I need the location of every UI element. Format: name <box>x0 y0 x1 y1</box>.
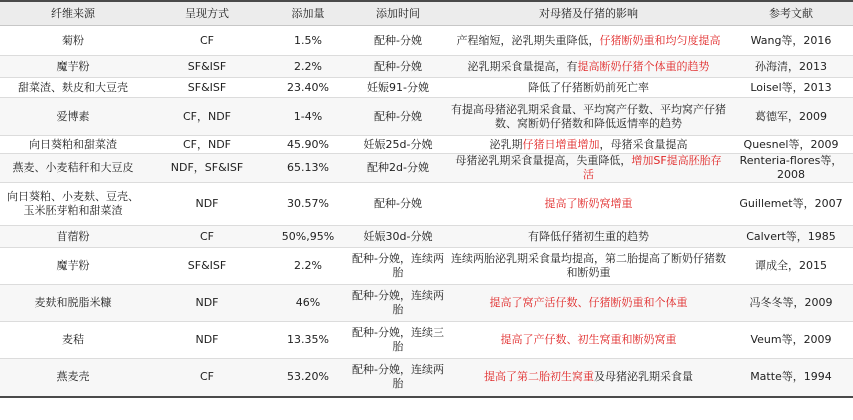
cell-amount: 46% <box>268 285 348 322</box>
header-fiber-source: 纤维来源 <box>0 1 146 26</box>
cell-effect <box>448 248 729 285</box>
effect-text: 产程缩短，泌乳期失重降低， <box>456 33 600 47</box>
table-row <box>0 26 853 56</box>
cell-amount: 2.2% <box>268 56 348 78</box>
header-reference: 参考文献 <box>729 1 853 26</box>
cell-effect <box>448 359 729 397</box>
cell-reference: Renteria-flores等，2008 <box>729 154 853 183</box>
cell-amount: 30.57% <box>268 183 348 226</box>
table-row <box>0 226 853 248</box>
effect-highlight-text: 提高了窝产活仔数、仔猪断奶重和个体重 <box>489 296 688 309</box>
cell-effect <box>448 56 729 78</box>
effect-text: 及母猪泌乳期采食量 <box>594 370 693 384</box>
header-effect: 对母猪及仔猪的影响 <box>448 1 729 26</box>
cell-fiber-source: 向日葵粕、小麦麸、豆壳、玉米胚芽粕和甜菜渣 <box>0 183 146 226</box>
cell-form: SF&ISF <box>146 56 268 78</box>
cell-time: 配种-分娩，连续三胎 <box>348 322 448 359</box>
cell-reference: Calvert等，1985 <box>729 226 853 248</box>
cell-effect <box>448 226 729 248</box>
cell-reference: 葛德军，2009 <box>729 98 853 136</box>
effect-highlight-text: 仔猪日增重增加 <box>522 137 600 151</box>
cell-fiber-source: 甜菜渣、麸皮和大豆壳 <box>0 78 146 98</box>
cell-fiber-source: 燕麦、小麦秸秆和大豆皮 <box>0 154 146 183</box>
cell-fiber-source: 菊粉 <box>0 26 146 56</box>
cell-time: 配种-分娩 <box>348 26 448 56</box>
effect-highlight-text: 提高了产仔数、初生窝重和断奶窝重 <box>500 333 677 346</box>
cell-fiber-source: 苜蓿粉 <box>0 226 146 248</box>
cell-amount: 45.90% <box>268 136 348 154</box>
cell-fiber-source: 魔芋粉 <box>0 56 146 78</box>
table-body <box>0 26 853 397</box>
cell-reference: Matte等，1994 <box>729 359 853 397</box>
cell-amount: 65.13% <box>268 154 348 183</box>
cell-fiber-source: 麦秸 <box>0 322 146 359</box>
header-amount: 添加量 <box>268 1 348 26</box>
cell-amount: 13.35% <box>268 322 348 359</box>
header-form: 呈现方式 <box>146 1 268 26</box>
table-row <box>0 98 853 136</box>
cell-effect <box>448 322 729 359</box>
effect-text: 泌乳期 <box>489 137 523 151</box>
cell-form: CF，NDF <box>146 136 268 154</box>
effect-highlight-text: 增加SF提高胚胎存活 <box>583 154 722 181</box>
cell-reference: Wang等，2016 <box>729 26 853 56</box>
cell-effect <box>448 78 729 98</box>
cell-form: NDF <box>146 285 268 322</box>
table-row <box>0 285 853 322</box>
table-row <box>0 183 853 226</box>
cell-time: 配种2d-分娩 <box>348 154 448 183</box>
cell-reference: 孙海清，2013 <box>729 56 853 78</box>
effect-text: 母猪泌乳期采食量提高，失重降低， <box>455 154 632 167</box>
cell-effect <box>448 136 729 154</box>
cell-fiber-source: 麦麸和脱脂米糠 <box>0 285 146 322</box>
cell-effect <box>448 26 729 56</box>
effect-text: 有提高母猪泌乳期采食量、平均窝产仔数、平均窝产仔猪数、窝断奶仔猪数和降低返情率的趋势 <box>451 102 726 130</box>
cell-amount: 53.20% <box>268 359 348 397</box>
cell-form: NDF <box>146 183 268 226</box>
cell-time: 配种-分娩，连续两胎 <box>348 359 448 397</box>
effect-text: 有降低仔猪初生重的趋势 <box>528 229 649 243</box>
cell-form: NDF，SF&ISF <box>146 154 268 183</box>
cell-time: 妊娠30d-分娩 <box>348 226 448 248</box>
cell-amount: 2.2% <box>268 248 348 285</box>
cell-time: 配种-分娩 <box>348 98 448 136</box>
cell-time: 配种-分娩，连续两胎 <box>348 248 448 285</box>
table-row <box>0 359 853 397</box>
cell-fiber-source: 燕麦壳 <box>0 359 146 397</box>
cell-time: 配种-分娩 <box>348 56 448 78</box>
cell-form: NDF <box>146 322 268 359</box>
cell-form: SF&ISF <box>146 78 268 98</box>
effect-text: 泌乳期采食量提高，有 <box>467 59 578 73</box>
cell-fiber-source: 向日葵粕和甜菜渣 <box>0 136 146 154</box>
effect-text: ，母猪采食量提高 <box>599 137 688 151</box>
effect-highlight-text: 提高了第二胎初生窝重 <box>484 370 594 384</box>
effect-text: 连续两胎泌乳期采食量均提高，第二胎提高了断奶仔猪数和断奶重 <box>451 252 726 279</box>
cell-reference: Quesnel等，2009 <box>729 136 853 154</box>
table-row <box>0 56 853 78</box>
table-header-row <box>0 1 853 26</box>
cell-form: CF <box>146 359 268 397</box>
cell-reference: 冯冬冬等，2009 <box>729 285 853 322</box>
header-time: 添加时间 <box>348 1 448 26</box>
cell-effect <box>448 98 729 136</box>
cell-effect <box>448 285 729 322</box>
effect-highlight-text: 提高了断奶窝增重 <box>544 197 633 210</box>
cell-reference: 谭成全，2015 <box>729 248 853 285</box>
cell-form: CF <box>146 226 268 248</box>
cell-amount: 1.5% <box>268 26 348 56</box>
cell-time: 配种-分娩，连续两胎 <box>348 285 448 322</box>
cell-amount: 50%,95% <box>268 226 348 248</box>
cell-form: CF，NDF <box>146 98 268 136</box>
table-row <box>0 136 853 154</box>
cell-effect <box>448 183 729 226</box>
effect-highlight-text: 提高断奶仔猪个体重的趋势 <box>577 59 710 73</box>
effect-highlight-text: 仔猪断奶重和均匀度提高 <box>599 33 721 47</box>
cell-effect <box>448 154 729 183</box>
cell-reference: Guillemet等，2007 <box>729 183 853 226</box>
effect-text: 降低了仔猪断奶前死亡率 <box>528 80 649 94</box>
cell-time: 妊娠91-分娩 <box>348 78 448 98</box>
cell-amount: 1-4% <box>268 98 348 136</box>
cell-time: 妊娠25d-分娩 <box>348 136 448 154</box>
cell-reference: Loisel等，2013 <box>729 78 853 98</box>
table-row <box>0 154 853 183</box>
cell-time: 配种-分娩 <box>348 183 448 226</box>
cell-form: CF <box>146 26 268 56</box>
cell-form: SF&ISF <box>146 248 268 285</box>
cell-fiber-source: 魔芋粉 <box>0 248 146 285</box>
cell-fiber-source: 爱博素 <box>0 98 146 136</box>
cell-amount: 23.40% <box>268 78 348 98</box>
table-row <box>0 322 853 359</box>
table-row <box>0 78 853 98</box>
cell-reference: Veum等，2009 <box>729 322 853 359</box>
table-row <box>0 248 853 285</box>
